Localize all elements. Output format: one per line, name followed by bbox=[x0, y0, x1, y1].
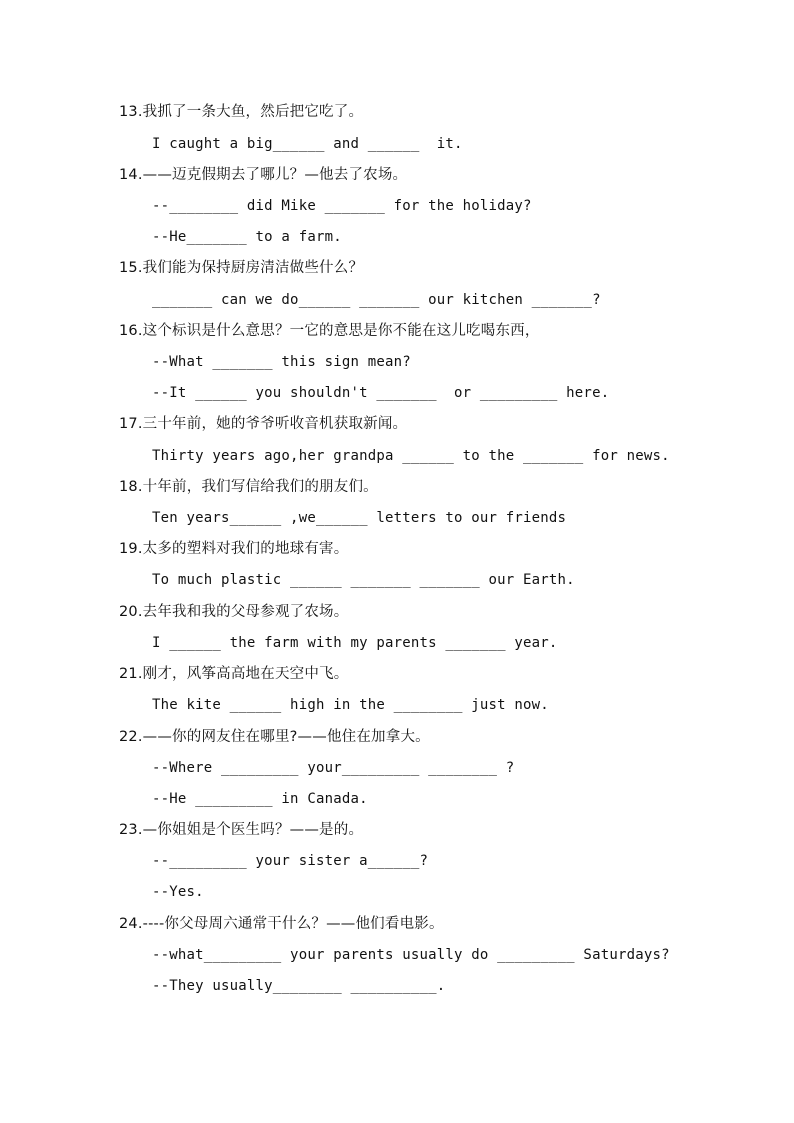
exercise-18-english-line-1: Ten years______ ,we______ letters to our friends bbox=[152, 510, 567, 526]
exercise-15-chinese: 15.我们能为保持厨房清洁做些什么？ bbox=[119, 260, 364, 276]
exercise-16-chinese: 16.这个标识是什么意思？一它的意思是你不能在这儿吃喝东西， bbox=[119, 323, 540, 339]
exercise-19-english-line-1: To much plastic ______ _______ _______ our Earth. bbox=[152, 572, 575, 588]
exercise-23-chinese: 23.—你姐姐是个医生吗？——是的。 bbox=[119, 822, 364, 838]
exercise-20-chinese: 20.去年我和我的父母参观了农场。 bbox=[119, 604, 349, 620]
exercise-20-english-line-1: I ______ the farm with my parents _______ year. bbox=[152, 635, 558, 651]
exercise-14-chinese: 14.——迈克假期去了哪儿？—他去了农场。 bbox=[119, 167, 408, 183]
exercise-22-english-line-1: --Where _________ your_________ ________ ? bbox=[152, 760, 515, 776]
exercise-23-english-line-1: --_________ your sister a______? bbox=[152, 853, 429, 869]
exercise-15-english-line-1: _______ can we do______ _______ our kitchen _______? bbox=[152, 292, 601, 308]
exercise-13-chinese: 13.我抓了一条大鱼，然后把它吃了。 bbox=[119, 104, 364, 120]
exercise-16-english-line-1: --What _______ this sign mean? bbox=[152, 354, 411, 370]
exercise-18-chinese: 18.十年前，我们写信给我们的朋友们。 bbox=[119, 479, 378, 495]
exercise-21-chinese: 21.刚才，风筝高高地在天空中飞。 bbox=[119, 666, 349, 682]
exercise-23-english-line-2: --Yes. bbox=[152, 884, 204, 900]
exercise-14-english-line-1: --________ did Mike _______ for the holiday? bbox=[152, 198, 532, 214]
exercise-22-chinese: 22.——你的网友住在哪里?——他住在加拿大。 bbox=[119, 729, 430, 745]
exercise-19-chinese: 19.太多的塑料对我们的地球有害。 bbox=[119, 541, 349, 557]
exercise-24-english-line-2: --They usually________ __________. bbox=[152, 978, 446, 994]
exercise-14-english-line-2: --He_______ to a farm. bbox=[152, 229, 342, 245]
exercise-22-english-line-2: --He _________ in Canada. bbox=[152, 791, 368, 807]
exercise-13-english-line-1: I caught a big______ and ______ it. bbox=[152, 136, 463, 152]
exercise-17-english-line-1: Thirty years ago,her grandpa ______ to the _______ for news. bbox=[152, 448, 670, 464]
exercise-24-english-line-1: --what_________ your parents usually do _________ Saturdays? bbox=[152, 947, 670, 963]
exercise-24-chinese: 24.----你父母周六通常干什么？——他们看电影。 bbox=[119, 916, 444, 932]
exercise-16-english-line-2: --It ______ you shouldn't _______ or _________ here. bbox=[152, 385, 610, 401]
exercise-21-english-line-1: The kite ______ high in the ________ just now. bbox=[152, 697, 549, 713]
exercise-17-chinese: 17.三十年前，她的爷爷听收音机获取新闻。 bbox=[119, 416, 408, 432]
